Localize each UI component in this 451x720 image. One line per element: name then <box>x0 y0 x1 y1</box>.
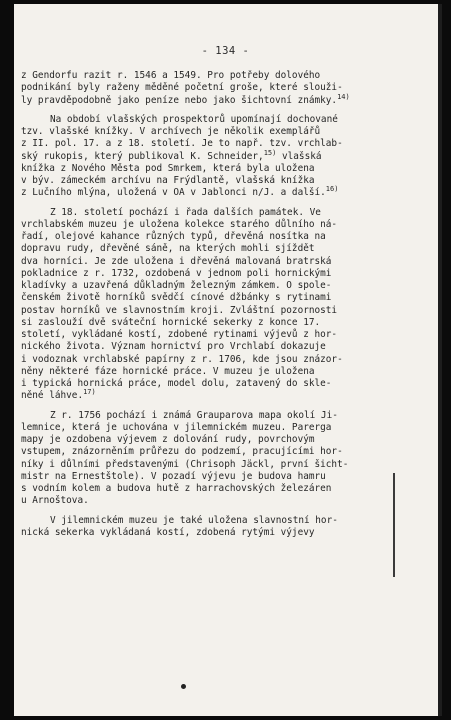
text-line <box>21 114 393 126</box>
paragraph <box>21 207 393 403</box>
line-text: z Lučního mlýna, uložená v OA v Jablonci n/J. a další. <box>21 187 326 199</box>
line-text: knížka z Nového Města pod Smrkem, která byla uložena <box>21 162 315 174</box>
line-text: Z r. 1756 pochází i známá Grauparova mapa okolí Ji- <box>50 409 338 421</box>
line-text: z II. pol. 17. a z 18. století. Je to např. tzv. vrchlab- <box>21 138 343 150</box>
text-line <box>21 527 393 539</box>
text-line <box>21 292 393 304</box>
paragraph <box>21 70 393 107</box>
text-line <box>21 495 393 507</box>
text-line <box>21 446 393 458</box>
paragraph <box>21 114 393 200</box>
text-line <box>21 329 393 341</box>
line-text: z Gendorfu razit r. 1546 a 1549. Pro potřeby dolového <box>21 70 321 81</box>
text-line <box>21 341 393 353</box>
text-line <box>21 354 393 366</box>
line-text: mapy je ozdobena výjevem z dolování rudy, povrchovým <box>21 434 315 445</box>
paragraph-gap <box>21 403 393 410</box>
line-text: vrchlabském muzeu je uložena kolekce starého důlního ná- <box>21 218 338 230</box>
line-text: lemnice, která je uchována v jilemnickém muzeu. Parerga <box>21 421 332 433</box>
text-line <box>21 268 393 280</box>
text-body <box>21 70 393 539</box>
paragraph <box>21 515 393 540</box>
text-line <box>21 378 393 390</box>
text-line <box>21 148 393 163</box>
text-line <box>21 231 393 243</box>
line-text: řadí, olejové kahance různých typů, dřevěná nosítka na <box>21 231 326 242</box>
text-line <box>21 187 393 199</box>
margin-mark <box>393 473 395 577</box>
line-text: mistr na Ernestštole). V pozadí výjevu je budova hamru <box>21 470 326 482</box>
footnote-ref: 16) <box>325 185 339 194</box>
text-line <box>21 483 393 495</box>
text-line <box>21 317 393 329</box>
line-text: čenském životě horníků svědčí cínové džbánky s rytinami <box>21 292 332 304</box>
line-text: nického života. Význam hornictví pro Vrchlabí dokazuje <box>21 341 326 353</box>
text-line <box>21 243 393 255</box>
text-line <box>21 459 393 471</box>
paragraph-gap <box>21 107 393 114</box>
text-line <box>21 92 393 107</box>
line-text: pokladnice z r. 1732, ozdobená v jednom poli hornickými <box>21 267 332 279</box>
line-text: postav horníků ve slavnostním kroji. Zvláštní pozornosti <box>21 304 338 316</box>
line-text: kladívky a uzavřená důkladným železným zámkem. O spole- <box>21 280 332 291</box>
text-line <box>21 163 393 175</box>
line-text: si zaslouží dvě sváteční hornické sekerky z konce 17. <box>21 316 321 328</box>
line-text: vstupem, znázorněním průřezu do podzemí, pracujícími hor- <box>21 446 343 458</box>
text-line <box>21 70 393 82</box>
footnote-ref: 15) <box>263 148 277 157</box>
text-line <box>21 390 393 402</box>
text-line <box>21 126 393 138</box>
line-text: ly pravděpodobně jako peníze nebo jako šichtovní známky. <box>21 94 338 106</box>
line-text: století, vykládané kostí, zdobené rytinami výjevů z hor- <box>21 329 338 340</box>
line-text-after-note: vlašská <box>276 150 322 162</box>
text-line <box>21 256 393 268</box>
text-line <box>21 138 393 150</box>
page-number: - 134 - <box>201 45 250 57</box>
text-line <box>21 434 393 446</box>
text-line <box>21 422 393 434</box>
text-line <box>21 366 393 378</box>
paragraph-gap <box>21 508 393 515</box>
line-text: něné láhve. <box>21 390 84 402</box>
page-edge-shadow <box>438 4 442 716</box>
line-text: Na období vlašských prospektorů upomínají dochované <box>50 113 338 125</box>
text-line <box>21 207 393 219</box>
line-text: u Arnoštova. <box>21 495 89 507</box>
line-text: podnikání byly raženy měděné početní groše, které slouži- <box>21 82 343 94</box>
line-text: s vodním kolem a budova hutě z harrachovských železáren <box>21 483 332 494</box>
line-text: nická sekerka vykládaná kostí, zdobená rytými výjevy <box>21 526 315 538</box>
line-text: i typická hornická práce, model dolu, zatavený do skle- <box>21 378 332 389</box>
footnote-ref: 17) <box>83 388 96 397</box>
line-text: něny některé fáze hornické práce. V muzeu je uložena <box>21 365 315 377</box>
line-text: Z 18. století pochází i řada dalších památek. Ve <box>50 206 321 218</box>
paragraph-gap <box>21 200 393 207</box>
bullet-dot <box>181 684 186 689</box>
line-text: v býv. zámeckém archívu na Frýdlantě, vlašská knížka <box>21 175 315 186</box>
paragraph <box>21 410 393 508</box>
text-line <box>21 471 393 483</box>
line-text: dopravu rudy, dřevěné sáně, na kterých mohli sjíždět <box>21 243 315 255</box>
line-text: dva horníci. Je zde uložena i dřevěná malovaná bratrská <box>21 255 332 267</box>
line-text: ský rukopis, který publikoval K. Schneider, <box>21 150 264 162</box>
text-line <box>21 280 393 292</box>
footnote-ref: 14) <box>337 92 350 101</box>
text-line <box>21 305 393 317</box>
line-text: tzv. vlašské knížky. V archívech je několik exemplářů <box>21 126 321 137</box>
line-text: V jilemnickém muzeu je také uložena slavnostní hor- <box>50 514 338 526</box>
text-line <box>21 515 393 527</box>
text-line <box>21 219 393 231</box>
line-text: i vodoznak vrchlabské papírny z r. 1706, kde jsou znázor- <box>21 353 343 365</box>
line-text: níky i důlními představenými (Chrisoph Jäckl, první šicht- <box>21 458 349 470</box>
text-line <box>21 410 393 422</box>
